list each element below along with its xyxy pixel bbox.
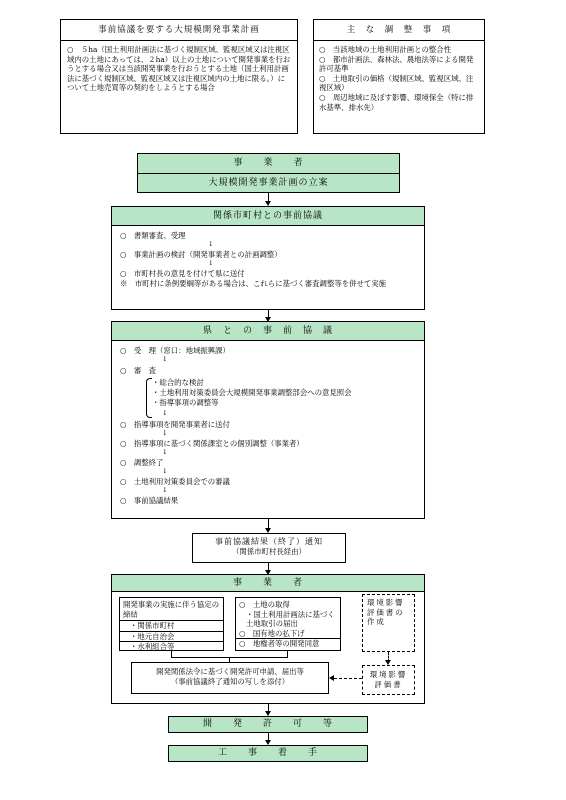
- developer-box: [137, 153, 400, 193]
- agreement-item: ・水利組合等: [120, 641, 223, 652]
- developer-plan: 大規模開発事業計画の立案: [208, 178, 329, 188]
- municipal-note: ※ 市町村に条例要綱等がある場合は、これらに基づく審査調整等を併せて実施: [120, 279, 387, 288]
- land-sub-item: ・国土利用計画法に基づく土地取引の届出: [246, 609, 335, 629]
- municipal-item: ○ 事業計画の検討（開発事業者との計画調整）: [120, 250, 282, 259]
- permit-application-box: [131, 662, 329, 694]
- municipal-item: ○ 市町村長の意見を付けて県に送付: [120, 269, 245, 278]
- scope-body: ○ ５ha（国土利用計画法に基づく規制区域、監視区域又は注視区域内の土地にあっては、２ha）以上の土地について開発事業を行おうとする場合又は当該開発事業を行おうとする土地（国土利用計画法に基づく規制区域、監視区域又は注視区域内の土地に限る。）について土地売買等の契約をしようとする場合: [67, 45, 291, 93]
- agreement-box: [119, 597, 224, 651]
- prefecture-consultation-box: 県 と の 事 前 協 議 ○ 受 理（窓口：地域振興課） ↓ ○ 審 査 ・総合的な検討 ・土地利用対策委員会大規模開発事業調整部会への意見照会 ・指導事項の調整等 ↓ ○ 指導事項を開発事業者に送付 ↓ ○ 指導事項に基づく関係課室との個別調整（事業者） ↓ ○ 調整終了 ↓ ○ 土地利用対策委員会での審議 ↓ ○ 事前協議結果: [111, 321, 425, 519]
- prefecture-item: ○ 土地利用対策委員会での審議: [120, 477, 230, 486]
- municipal-title: 関係市町村との事前協議: [112, 207, 424, 226]
- agreement-item: ・地元自治会: [120, 631, 223, 642]
- adjustment-item: ○ 都市計画法、森林法、農地法等による開発許可基準: [319, 54, 474, 74]
- prefecture-title: 県 と の 事 前 協 議: [112, 322, 424, 341]
- land-item: ○ 地権者等の開発同意: [236, 638, 340, 649]
- agreement-item: ・関係市町村: [120, 620, 223, 631]
- scope-title: 事前協議を要する大規模開発事業計画: [61, 20, 297, 41]
- adjustment-items-box: [313, 19, 485, 134]
- notice-box: [192, 533, 346, 563]
- land-item: ○ 土地の取得: [239, 600, 290, 609]
- notice-subtitle: （関係市町村長経由）: [232, 546, 306, 556]
- municipal-consultation-box: 関係市町村との事前協議 ○ 書類審査、受理 ↓ ○ 事業計画の検討（開発事業者との計画調整） ↓ ○ 市町村長の意見を付けて県に送付 ※ 市町村に条例要綱等がある場合は、これらに基づく審査調整等を併せて実施: [111, 206, 425, 310]
- assessment-report-text: 環境影響評価書: [369, 670, 408, 689]
- prefecture-item: ○ 審 査: [120, 366, 157, 375]
- review-sub-item: ・指導事項の調整等: [152, 398, 219, 407]
- review-sub-item: ・土地利用対策委員会大規模開発事業調整部会への意見照会: [152, 388, 352, 397]
- assessment-report-box: [362, 665, 415, 695]
- developer2-title: 事 業 者: [112, 575, 424, 592]
- development-permit-box: [168, 716, 368, 733]
- developer-title: 事 業 者: [138, 154, 399, 174]
- permit-application-title: 開発関係法令に基づく開発許可申請、届出等: [156, 667, 304, 676]
- construction-start-label: 工 事 着 手: [217, 748, 318, 758]
- review-sub-item: ・総合的な検討: [152, 378, 204, 387]
- adjustment-item: ○ 周辺地域に及ぼす影響、環境保全（特に排水基準、排水先）: [319, 92, 474, 112]
- prefecture-item: ○ 調整終了: [120, 458, 164, 467]
- land-item: ○ 国有地の払下げ: [239, 628, 305, 638]
- agreement-title: 開発事業の実施に伴う協定の締結: [123, 600, 220, 619]
- prefecture-item: ○ 指導事項に基づく関係課室との個別調整（事業者）: [120, 439, 304, 448]
- municipal-item: ○ 書類審査、受理: [120, 231, 186, 240]
- adjustment-item: ○ 当該地域の土地利用計画との整合性: [319, 45, 452, 54]
- adjustment-items-title: 主 な 調 整 事 項: [314, 20, 484, 41]
- development-permit-label: 開 発 許 可 等: [202, 719, 333, 729]
- construction-start-box: [168, 745, 368, 762]
- assessment-preparation-box: [362, 594, 415, 652]
- permit-application-note: （事前協議終了通知の写しを添付）: [170, 676, 290, 686]
- notice-title: 事前協議結果（終了）通知: [215, 537, 323, 546]
- adjustment-item: ○ 土地取引の価格（規制区域、監視区域、注視区域）: [319, 73, 474, 93]
- land-acquisition-box: [235, 597, 341, 651]
- prefecture-item: ○ 事前協議結果: [120, 496, 179, 505]
- scope-box: [60, 19, 298, 134]
- prefecture-item: ○ 指導事項を開発事業者に送付: [120, 420, 230, 429]
- assessment-preparation-text: 環境影響評価書の作成: [367, 598, 405, 627]
- prefecture-item: ○ 受 理（窓口：地域振興課）: [120, 346, 230, 355]
